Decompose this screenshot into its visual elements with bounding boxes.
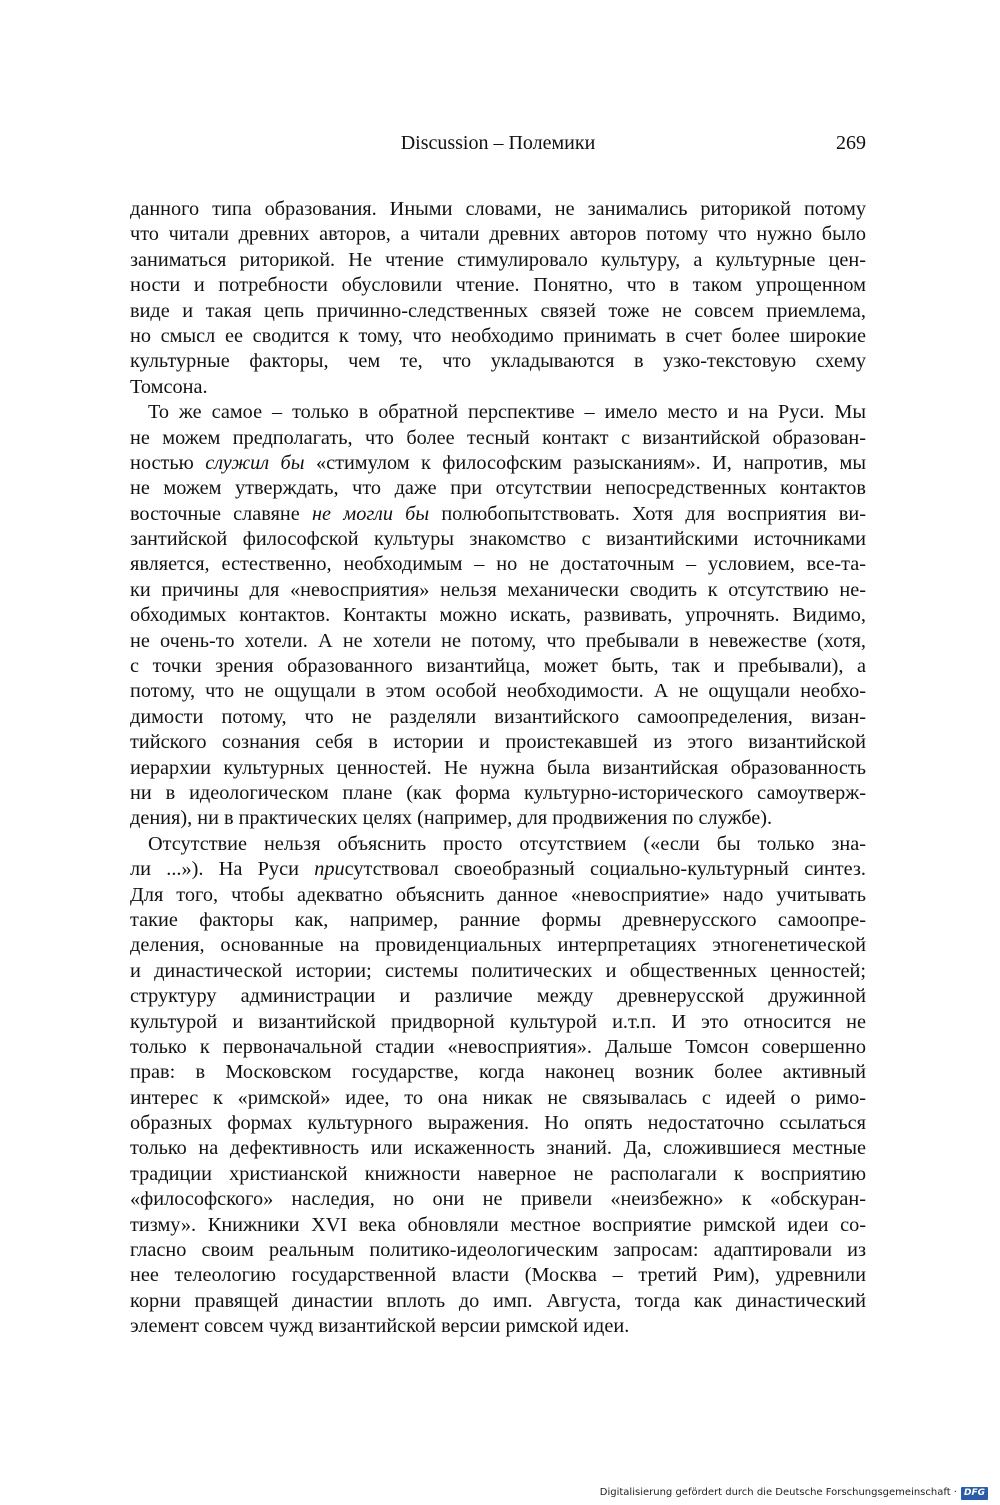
text-line: такие факторы как, например, ранние формы древнерусского самоопре- xyxy=(130,908,866,931)
text-line: но смысл ее сводится к тому, что необходимо принимать в счет более широкие xyxy=(130,324,866,347)
text-line: «философского» наследия, но они не привели «неизбежно» к «обскуран- xyxy=(130,1188,866,1211)
body-text xyxy=(130,197,866,1340)
text-line: Отсутствие нельзя объяснить просто отсутствием («если бы только зна- xyxy=(148,832,866,855)
text-line: образных формах культурного выражения. Но опять недостаточно ссылаться xyxy=(130,1112,866,1135)
text-line: обходимых контактов. Контакты можно искать, развивать, упрочнять. Видимо, xyxy=(130,604,866,627)
text-line: иерархии культурных ценностей. Не нужна была византийская образованность xyxy=(130,756,866,779)
text-line: корни правящей династии вплоть до имп. Августа, тогда как династический xyxy=(130,1289,866,1312)
footer-credit: Digitalisierung gefördert durch die Deutsche Forschungsgemeinschaft · xyxy=(599,1487,957,1498)
text-line: с точки зрения образованного византийца, может быть, так и пребывали), а xyxy=(130,655,866,678)
running-head xyxy=(130,128,866,158)
dfg-logo-icon: DFG xyxy=(961,1487,988,1500)
text-line: культурные факторы, чем те, что укладываются в узко-текстовую схему xyxy=(130,350,866,373)
text-line: культурой и византийской придворной культурой и.т.п. И это относится не xyxy=(130,1010,866,1033)
text-line: нее телеологию государственной власти (Москва – третий Рим), удревнили xyxy=(130,1264,866,1287)
text-line: потому, что не ощущали в этом особой необходимости. А не ощущали необхо- xyxy=(130,680,866,703)
text-line: заниматься риторикой. Не чтение стимулировало культуру, а культурные цен- xyxy=(130,248,866,271)
text-line: структуру администрации и различие между древнерусской дружинной xyxy=(130,985,866,1008)
text-line: элемент совсем чужд византийской версии римской идеи. xyxy=(130,1315,630,1338)
text-line: не можем утверждать, что даже при отсутствии непосредственных контактов xyxy=(130,477,866,500)
text-line: дения), ни в практических целях (например, для продвижения по службе). xyxy=(130,807,773,830)
text-line: зантийской философской культуры знакомство с византийскими источниками xyxy=(130,528,866,551)
text-fragment: полюбопытствовать. Хотя для восприятия ви- xyxy=(441,502,866,525)
italic-emphasis: не могли бы xyxy=(312,502,430,525)
text-line: Для того, чтобы адекватно объяснить данное «невосприятие» надо учитывать xyxy=(130,883,866,906)
text-line xyxy=(130,451,866,476)
text-line: является, естественно, необходимым – но не достаточным – условием, все-та- xyxy=(130,553,866,576)
text-line: деления, основанные на провиденциальных интерпретациях этногенетической xyxy=(130,934,866,957)
page-number: 269 xyxy=(836,132,866,154)
text-line: Томсона. xyxy=(130,375,208,398)
text-fragment: ли ...»). На Руси xyxy=(130,858,299,881)
text-line: ни в идеологическом плане (как форма культурно-исторического самоутверж- xyxy=(130,781,866,804)
running-title: Discussion – Полемики xyxy=(400,132,596,154)
text-line: тийского сознания себя в истории и проистекавшей из этого византийской xyxy=(130,731,866,754)
text-line: То же самое – только в обратной перспективе – имело место и на Руси. Мы xyxy=(148,401,866,424)
text-line: что читали древних авторов, а читали древних авторов потому что нужно было xyxy=(130,223,866,246)
text-line: традиции христианской книжности наверное не располагали к восприятию xyxy=(130,1162,866,1185)
text-line xyxy=(130,857,866,882)
text-line: гласно своим реальным политико-идеологическим запросам: адаптировали из xyxy=(130,1239,866,1262)
italic-emphasis: служил бы xyxy=(205,451,305,474)
text-fragment: ностью xyxy=(130,451,194,474)
italic-emphasis: при xyxy=(314,858,345,881)
text-line: ности и потребности обусловили чтение. Понятно, что в таком упрощенном xyxy=(130,274,866,297)
text-line: данного типа образования. Иными словами, не занимались риторикой потому xyxy=(130,198,866,220)
text-line: ки причины для «невосприятия» нельзя механически сводить к отсутствию не- xyxy=(130,578,866,601)
text-line: прав: в Московском государстве, когда наконец возник более активный xyxy=(130,1061,866,1084)
text-line: и династической истории; системы политических и общественных ценностей; xyxy=(130,959,866,982)
text-line: интерес к «римской» идее, то она никак не связывалась с идеей о римо- xyxy=(130,1086,866,1109)
text-line: тизму». Книжники XVI века обновляли местное восприятие римской идеи со- xyxy=(130,1213,866,1236)
text-line: димости потому, что не разделяли византийского самоопределения, визан- xyxy=(130,705,866,728)
text-line: не очень-то хотели. А не хотели не потому, что пребывали в невежестве (хотя, xyxy=(130,629,866,652)
text-fragment: «стимулом к философским разысканиям». И, напротив, мы xyxy=(315,451,866,474)
text-line: только к первоначальной стадии «невосприятия». Дальше Томсон совершенно xyxy=(130,1035,866,1058)
text-fragment: восточные славяне xyxy=(130,502,300,525)
text-line xyxy=(130,502,866,527)
text-line: виде и такая цепь причинно-следственных связей тоже не совсем приемлема, xyxy=(130,299,866,322)
text-fragment: сутствовал своеобразный социально-культурный синтез. xyxy=(344,858,866,881)
digitization-footer xyxy=(600,1485,988,1501)
text-line: не можем предполагать, что более тесный контакт с византийской образован- xyxy=(130,426,866,449)
text-line: только на дефективность или искаженность знаний. Да, сложившиеся местные xyxy=(130,1137,866,1160)
